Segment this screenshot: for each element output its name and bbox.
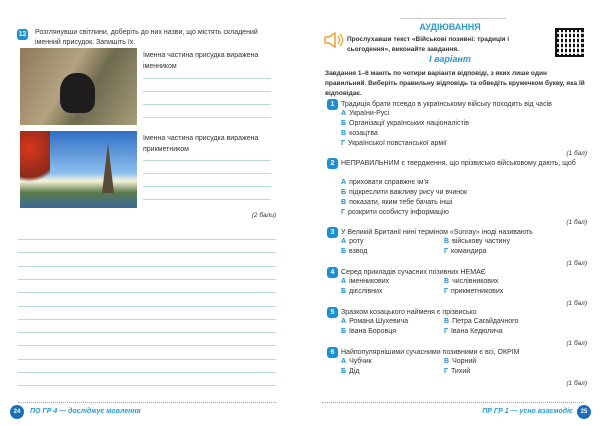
answer-option[interactable]: Б підкреслити важливу рису чи вчинок	[341, 189, 468, 196]
question-number-badge: 2	[327, 158, 338, 169]
task-number-badge: 12	[18, 31, 27, 38]
question-number-badge: 3	[327, 227, 338, 238]
answer-option[interactable]: Г Української повстанської армії	[341, 140, 447, 147]
question-number-badge: 1	[327, 99, 338, 110]
answer-option[interactable]: Б Дід	[341, 368, 360, 375]
question-text: Зразком козацького найменя є прізвисько	[341, 309, 477, 316]
answer-option[interactable]: В показати, яким тебе бачать інші	[341, 199, 453, 206]
answer-option[interactable]: Г прикметникових	[444, 288, 504, 295]
answer-option[interactable]: Б Івана Боровця	[341, 328, 397, 335]
answer-option[interactable]: А Чубчик	[341, 358, 372, 365]
answer-option[interactable]: В числівникових	[444, 278, 499, 285]
writing-line[interactable]	[18, 239, 276, 240]
points: (1 бал)	[566, 150, 587, 157]
question-text: Найпопулярнішими сучасними позивними є всі, ОКРІМ	[341, 349, 520, 356]
question-text: У Великій Британії нині терміном «Sunray» іноді називають	[341, 229, 533, 236]
footer-text: ПР ГР 1 — усно взаємодіє	[482, 408, 573, 415]
answer-option[interactable]: А приховати справжнє ім'я	[341, 179, 429, 186]
answer-option[interactable]: Г командира	[444, 248, 487, 255]
photo-eiffel-tower	[20, 131, 137, 208]
points: (1 бал)	[566, 219, 587, 226]
answer-option[interactable]: Б взвод	[341, 248, 368, 255]
answer-option[interactable]: Б дієслівних	[341, 288, 383, 295]
points: (1 бал)	[566, 300, 587, 307]
writing-line[interactable]	[18, 332, 276, 333]
question-text: Серед прикладів сучасних позивних НЕМАЄ	[341, 269, 486, 276]
writing-line[interactable]	[18, 292, 276, 293]
answer-option[interactable]: В Чорний	[444, 358, 477, 365]
answer-option[interactable]: А Романа Шухевича	[341, 318, 409, 325]
writing-line[interactable]	[18, 279, 276, 280]
question-text: НЕПРАВИЛЬНИМ є твердження, що прізвисько військовому дають, щоб	[341, 160, 576, 167]
answer-option[interactable]: А України-Русі	[341, 110, 390, 117]
points: (2 бали)	[251, 212, 276, 219]
writing-line[interactable]	[18, 372, 276, 373]
photo1-caption: Іменна частина присудка виражена іменником	[143, 52, 259, 70]
writing-line[interactable]	[18, 266, 276, 267]
answer-option[interactable]: Г Івана Кедюлича	[444, 328, 503, 335]
writing-line[interactable]	[18, 252, 276, 253]
page-number: 24	[10, 405, 24, 419]
answer-option[interactable]: А роту	[341, 238, 364, 245]
photo-soldier-dog	[20, 48, 137, 125]
points: (1 бал)	[566, 340, 587, 347]
answer-option[interactable]: Г Тихий	[444, 368, 471, 375]
answer-option[interactable]: Б Організації українських націоналістів	[341, 120, 469, 127]
answer-option[interactable]: В Петра Сагайдачного	[444, 318, 519, 325]
speaker-icon	[324, 32, 344, 48]
writing-line[interactable]	[18, 385, 276, 386]
writing-line[interactable]	[18, 306, 276, 307]
page-number: 25	[577, 405, 591, 419]
question-number-badge: 5	[327, 307, 338, 318]
question-number-badge: 6	[327, 347, 338, 358]
section-title: АУДІЮВАННЯ	[419, 22, 481, 32]
photo2-caption: Іменна частина присудка виражена прикметником	[143, 135, 259, 153]
task-text: Розглянувши світлини, доберіть до них назви, що містять складений іменний присудок. Запишіть їх.	[35, 29, 258, 46]
answer-option[interactable]: В козацтва	[341, 130, 378, 137]
question-text: Традиція брати псевдо в українському війську походить від часів	[341, 101, 552, 108]
writing-line[interactable]	[18, 359, 276, 360]
footer-text: ПО ГР 4 — досліджує мовлення	[30, 408, 141, 415]
qr-code[interactable]	[555, 28, 584, 57]
writing-line[interactable]	[18, 319, 276, 320]
writing-line[interactable]	[18, 345, 276, 346]
question-number-badge: 4	[327, 267, 338, 278]
answer-option[interactable]: А іменникових	[341, 278, 390, 285]
answer-option[interactable]: В військову частину	[444, 238, 510, 245]
instruction: Завдання 1–6 мають по чотири варіанти відповіді, з яких лише один правильний. Виберіть правильну відповідь та обведіть кружечком букву, яка їй відповідає.	[325, 70, 585, 97]
points: (1 бал)	[566, 260, 587, 267]
points: (1 бал)	[566, 380, 587, 387]
answer-option[interactable]: Г розкрити особисту інформацію	[341, 209, 449, 216]
listen-text: Прослухавши текст «Військові позивні: традиція і сьогодення», виконайте завдання.	[347, 36, 510, 53]
variant-heading: І варіант	[429, 54, 471, 64]
